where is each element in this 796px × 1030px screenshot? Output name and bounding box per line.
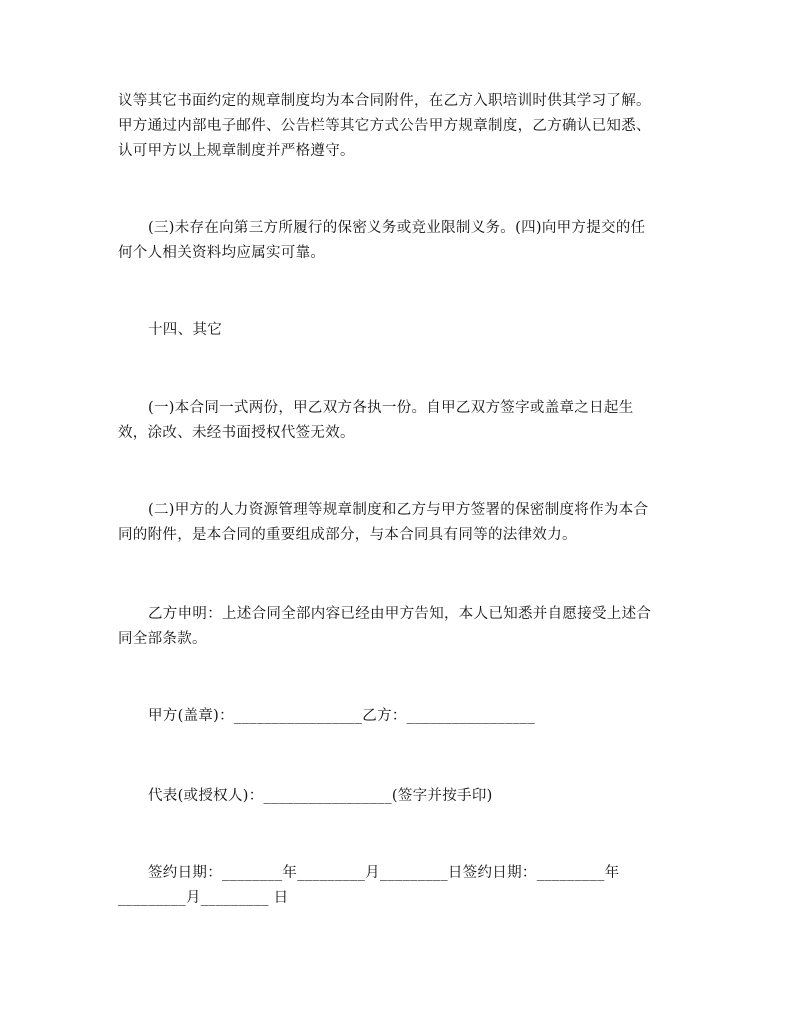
date-line: 签约日期：________年_________月_________日签约日期：_________年 bbox=[148, 865, 620, 881]
signature-parties bbox=[118, 704, 688, 729]
section-heading-text: 十四、其它 bbox=[148, 322, 222, 338]
text-line: 同的附件，是本合同的重要组成部分，与本合同具有同等的法律效力。 bbox=[118, 527, 577, 543]
text-line: (二)甲方的人力资源管理等规章制度和乙方与甲方签署的保密制度将作为本合 bbox=[148, 502, 649, 518]
section-heading bbox=[118, 318, 688, 343]
paragraph-regulations bbox=[118, 89, 688, 164]
paragraph-hr-rules bbox=[118, 498, 688, 548]
text-line: 认可甲方以上规章制度并严格遵守。 bbox=[118, 143, 355, 159]
text-line: 何个人相关资料均应属实可靠。 bbox=[118, 245, 326, 261]
representative-line-text: 代表(或授权人)：_________________(签字并按手印) bbox=[148, 788, 493, 804]
signing-dates bbox=[118, 861, 688, 911]
date-line: _________月_________ 日 bbox=[118, 890, 289, 906]
text-line: 效，涂改、未经书面授权代签无效。 bbox=[118, 425, 355, 441]
signature-line-text: 甲方(盖章)：_________________乙方：_________________ bbox=[148, 708, 536, 724]
text-line: 甲方通过内部电子邮件、公告栏等其它方式公告甲方规章制度，乙方确认已知悉、 bbox=[118, 118, 651, 134]
text-line: 乙方申明：上述合同全部内容已经由甲方告知，本人已知悉并自愿接受上述合 bbox=[148, 606, 652, 622]
paragraph-copies bbox=[118, 396, 688, 446]
text-line: (三)未存在向第三方所履行的保密义务或竞业限制义务。(四)向甲方提交的任 bbox=[148, 220, 646, 236]
text-line: 同全部条款。 bbox=[118, 631, 207, 647]
paragraph-declaration bbox=[118, 602, 688, 652]
representative-signature bbox=[118, 784, 688, 809]
text-line: 议等其它书面约定的规章制度均为本合同附件，在乙方入职培训时供其学习了解。 bbox=[118, 93, 651, 109]
paragraph-confidentiality bbox=[118, 216, 688, 266]
text-line: (一)本合同一式两份，甲乙双方各执一份。自甲乙双方签字或盖章之日起生 bbox=[148, 400, 634, 416]
